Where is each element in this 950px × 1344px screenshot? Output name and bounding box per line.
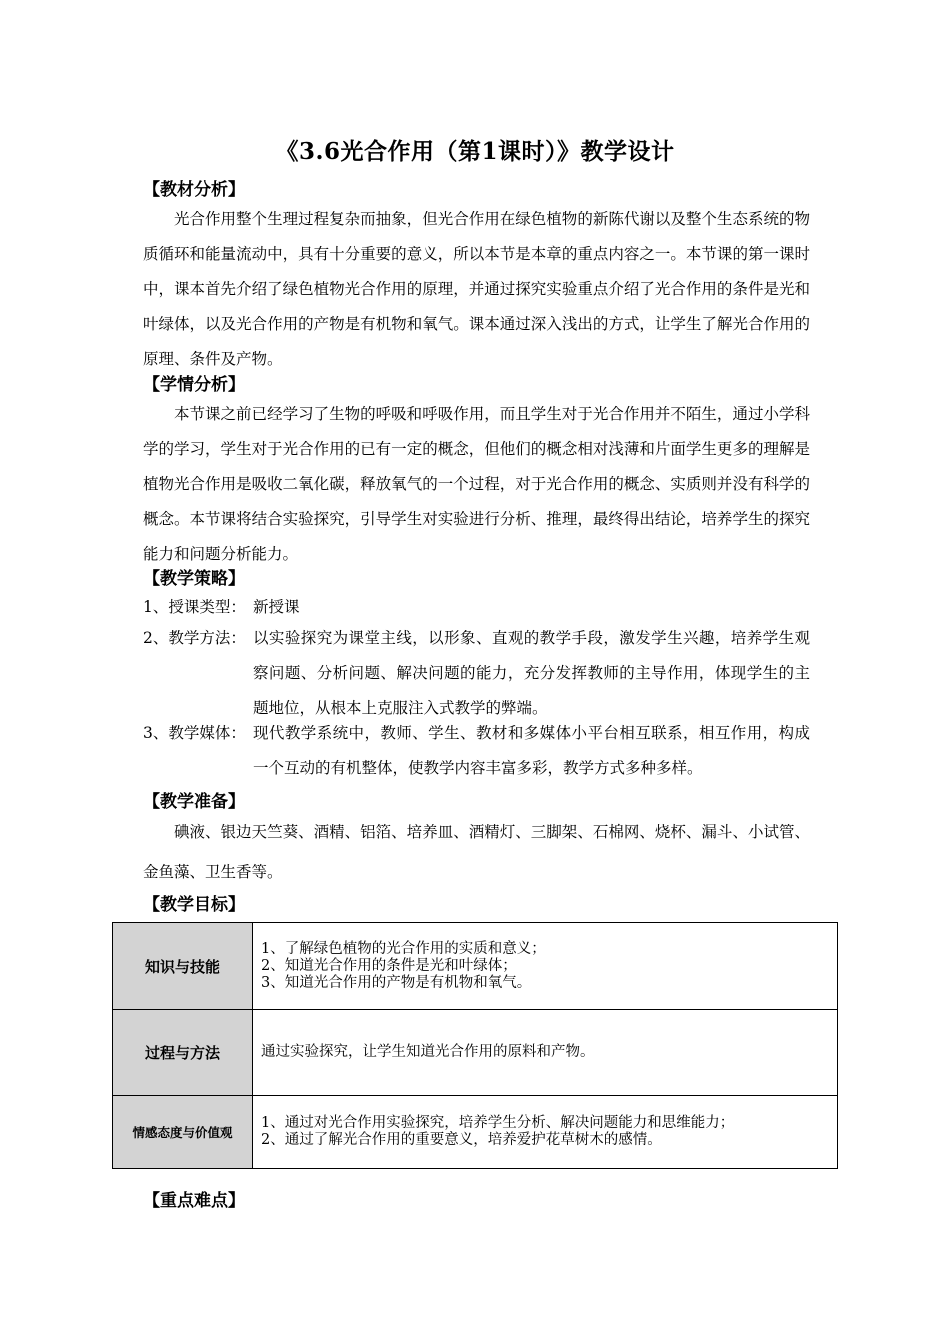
objective-label: 知识与技能: [113, 923, 253, 1010]
objective-label: 情感态度与价值观: [113, 1096, 253, 1169]
objectives-table: [112, 922, 838, 1169]
strategy-item-text: 以实验探究为课堂主线，以形象、直观的教学手段，激发学生兴趣，培养学生观察问题、分析问题、解决问题的能力，充分发挥教师的主导作用，体现学生的主题地位，从根本上克服注入式教学的弊端。: [253, 629, 810, 717]
strategy-item-1: [143, 590, 810, 625]
objective-content: [253, 923, 838, 1010]
objective-row-knowledge: [113, 923, 838, 1010]
objective-line: 2、通过了解光合作用的重要意义，培养爱护花草树木的感情。: [261, 1132, 662, 1148]
strategy-item-2: [143, 621, 810, 726]
objective-row-process: [113, 1010, 838, 1096]
objective-line: 通过实验探究，让学生知道光合作用的原料和产物。: [261, 1044, 595, 1060]
heading-teaching-preparation: 【教学准备】: [143, 792, 245, 812]
objective-line: 3、知道光合作用的产物是有机物和氧气。: [261, 974, 532, 991]
heading-key-points: 【重点难点】: [143, 1191, 245, 1211]
objective-row-attitude: [113, 1096, 838, 1169]
heading-teaching-objectives: 【教学目标】: [143, 895, 245, 915]
strategy-item-number: 3、教学媒体：: [143, 724, 246, 742]
strategy-item-text: 现代教学系统中，教师、学生、教材和多媒体小平台相互联系，相互作用，构成一个互动的有机整体，使教学内容丰富多彩，教学方式多种多样。: [253, 724, 810, 777]
paragraph-teaching-preparation: 碘液、银边天竺葵、酒精、铝箔、培养皿、酒精灯、三脚架、石棉网、烧杯、漏斗、小试管、金鱼藻、卫生香等。: [143, 823, 810, 881]
heading-textbook-analysis: 【教材分析】: [143, 180, 245, 200]
strategy-item-3: [143, 716, 810, 786]
heading-teaching-strategy: 【教学策略】: [143, 569, 245, 589]
strategy-item-number: 1、授课类型：: [143, 598, 246, 616]
heading-learner-analysis: 【学情分析】: [143, 375, 245, 395]
objective-line: 1、了解绿色植物的光合作用的实质和意义；: [261, 940, 546, 957]
strategy-item-number: 2、教学方法：: [143, 629, 246, 647]
objective-content: [253, 1010, 838, 1096]
document-title: 《3.6光合作用（第1课时）》教学设计: [275, 138, 675, 165]
objective-line: 1、通过对光合作用实验探究，培养学生分析、解决问题能力和思维能力；: [261, 1115, 735, 1131]
paragraph-learner-analysis: 本节课之前已经学习了生物的呼吸和呼吸作用，而且学生对于光合作用并不陌生，通过小学科学的学习，学生对于光合作用的已有一定的概念，但他们的概念相对浅薄和片面学生更多的理解是植物光合作用是吸收二氧化碳，释放氧气的一个过程，对于光合作用的概念、实质则并没有科学的概念。本节课将结合实验探究，引导学生对实验进行分析、推理，最终得出结论，培养学生的探究能力和问题分析能力。: [143, 405, 810, 563]
strategy-item-text: 新授课: [253, 598, 300, 616]
objective-label: 过程与方法: [113, 1010, 253, 1096]
paragraph-textbook-analysis: 光合作用整个生理过程复杂而抽象，但光合作用在绿色植物的新陈代谢以及整个生态系统的物质循环和能量流动中，具有十分重要的意义，所以本节是本章的重点内容之一。本节课的第一课时中，课本首先介绍了绿色植物光合作用的原理，并通过探究实验重点介绍了光合作用的条件是光和叶绿体，以及光合作用的产物是有机物和氧气。课本通过深入浅出的方式，让学生了解光合作用的原理、条件及产物。: [143, 210, 810, 368]
objective-content: [253, 1096, 838, 1169]
objective-line: 2、知道光合作用的条件是光和叶绿体；: [261, 957, 517, 974]
